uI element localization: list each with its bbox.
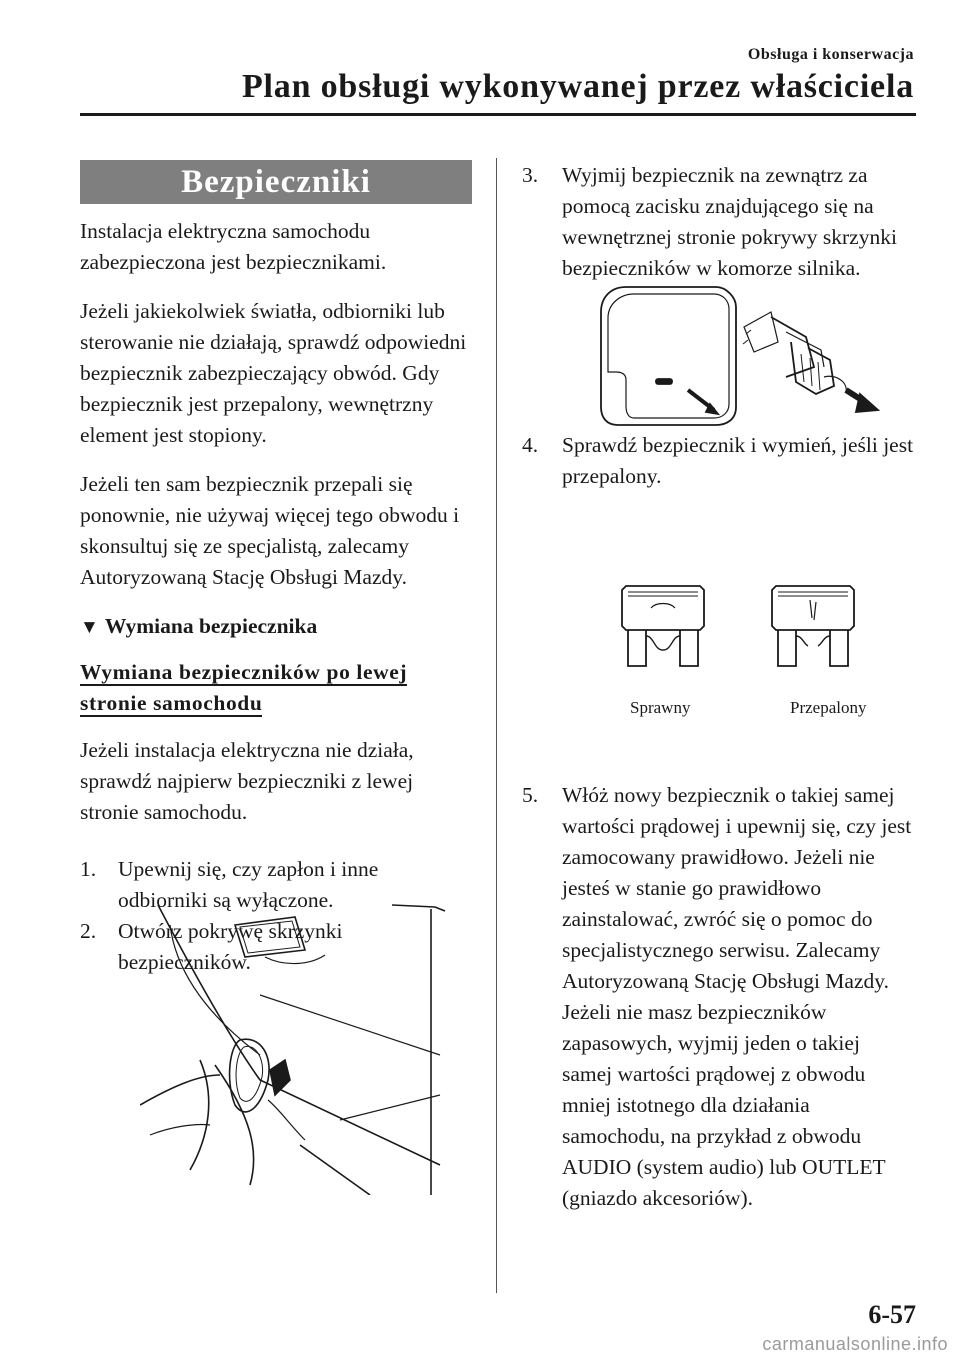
- column-divider: [496, 158, 497, 1293]
- intro-paragraph: Instalacja elektryczna samochodu zabezpieczona jest bezpiecznikami.: [80, 219, 387, 274]
- step-number: 4.: [522, 433, 539, 457]
- left-side-paragraph: Jeżeli instalacja elektryczna nie działa, sprawdź najpierw bezpieczniki z lewej stronie samochodu.: [80, 738, 414, 824]
- fuse-replacement-heading-text: Wymiana bezpiecznika: [104, 614, 318, 638]
- chapter-title: Plan obsługi wykonywanej przez właściciela: [241, 68, 914, 105]
- page-number: 6-57: [868, 1300, 916, 1329]
- fuse-blown-label: Przepalony: [790, 698, 867, 717]
- fuse-replacement-heading: [80, 611, 472, 643]
- left-side-heading-line2: stronie samochodu: [80, 691, 263, 715]
- step-number: 1.: [80, 857, 97, 881]
- step-text: Sprawdź bezpiecznik i wymień, jeśli jest przepalony.: [562, 433, 914, 488]
- step-item: [522, 780, 914, 1214]
- right-column: [522, 160, 914, 284]
- fuse-ok-label: Sprawny: [630, 698, 691, 717]
- right-step-5: [522, 780, 914, 1214]
- step-text: Wyjmij bezpiecznik na zewnątrz za pomocą zacisku znajdującego się na wewnętrznej stronie pokrywy skrzynki bezpieczników w komorze silnika.: [562, 163, 897, 280]
- step-number: 5.: [522, 783, 539, 807]
- step-text: Otwórz pokrywę skrzynki bezpieczników.: [118, 919, 343, 974]
- section-label: Obsługa i konserwacja: [747, 46, 914, 63]
- watermark: carmanualsonline.info: [762, 1334, 948, 1354]
- fuse-blown-illustration: [768, 578, 858, 673]
- check-paragraph: Jeżeli jakiekolwiek światła, odbiorniki lub sterowanie nie działają, sprawdź odpowiedni bezpiecznik zabezpieczający obwód. Gdy bezpiecznik jest przepalony, wewnętrzny element jest stopiony.: [80, 299, 467, 447]
- section-banner: Bezpieczniki: [80, 160, 472, 204]
- header-rule: [80, 113, 916, 116]
- step-text: Włóż nowy bezpiecznik o takiej samej wartości prądowej i upewnij się, czy jest zamocowany prawidłowo. Jeżeli nie jesteś w stanie go prawidłowo zainstalować, zwróć się o pomoc do specjalistycznego serwisu. Zalecamy Autoryzowaną Stację Obsługi Mazdy. Jeżeli nie masz bezpieczników zapasowych, wyjmij jeden o takiej samej wartości prądowej z obwodu mniej istotnego dla działania samochodu, na przykład z obwodu AUDIO (system audio) lub OUTLET (gniazdo akcesoriów).: [562, 783, 912, 1210]
- step-text: Upewnij się, czy zapłon i inne odbiorniki są wyłączone.: [118, 857, 379, 912]
- repeat-paragraph: Jeżeli ten sam bezpiecznik przepali się ponownie, nie używaj więcej tego obwodu i skonsultuj się ze specjalistą, zalecamy Autoryzowaną Stację Obsługi Mazdy.: [80, 472, 460, 589]
- fuse-puller-illustration: [596, 282, 896, 432]
- step-item: [522, 160, 914, 284]
- step-number: 3.: [522, 163, 539, 187]
- fuse-box-location-illustration: [140, 895, 470, 1195]
- triangle-marker-icon: ▼: [80, 617, 99, 638]
- left-side-heading: [80, 657, 472, 719]
- left-side-heading-line1: Wymiana bezpieczników po lewej: [80, 660, 408, 684]
- right-step-4: [522, 430, 914, 492]
- step-number: 2.: [80, 919, 97, 943]
- fuse-labels: [600, 698, 900, 728]
- fuse-ok-illustration: [618, 578, 708, 673]
- step-item: [522, 430, 914, 492]
- left-column: [80, 160, 472, 978]
